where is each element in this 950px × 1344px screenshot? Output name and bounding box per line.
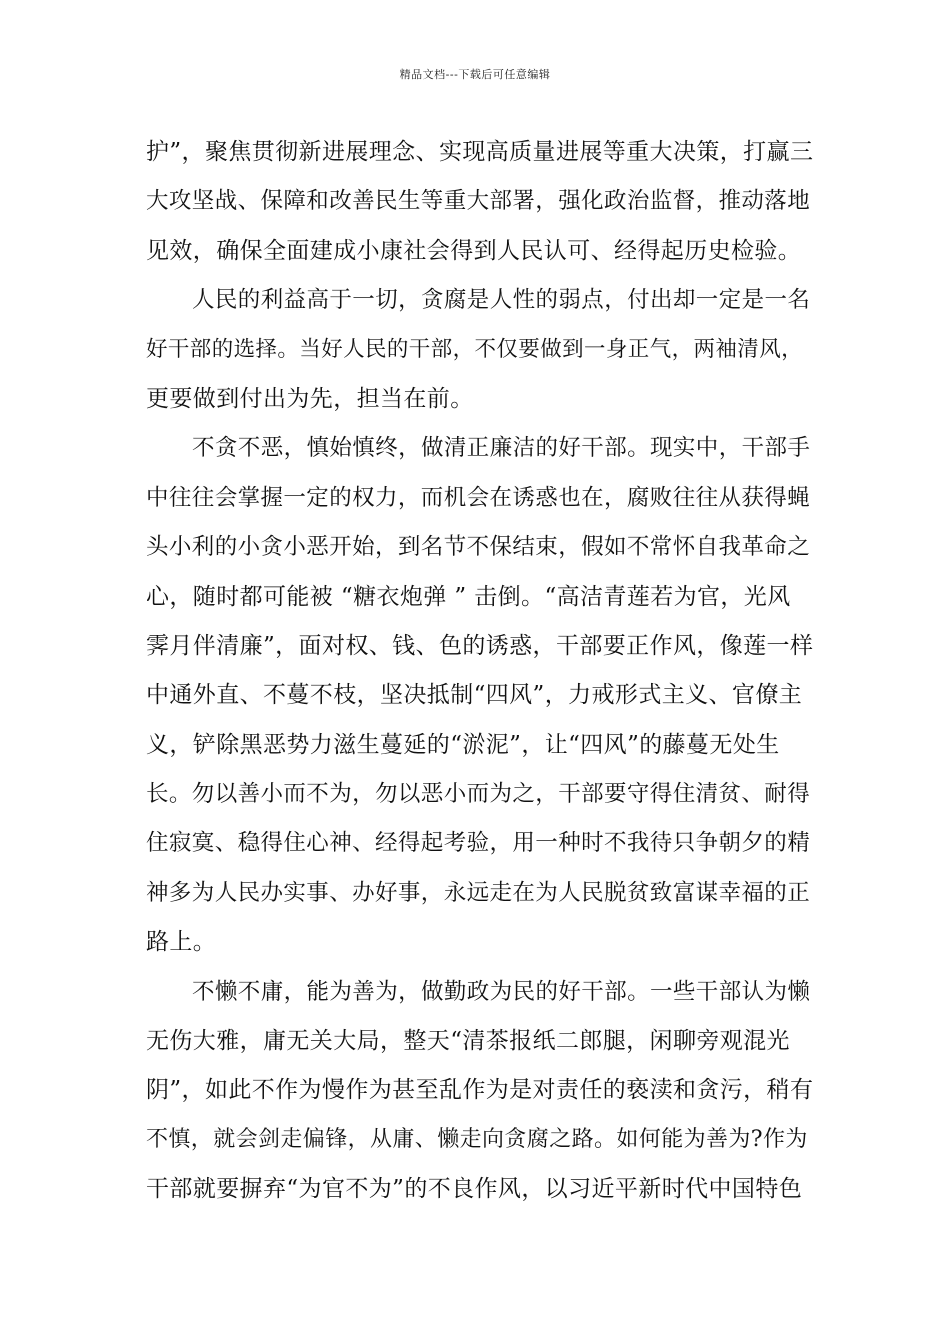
text-line: 不贪不恶，慎始慎终，做清正廉洁的好干部。现实中，干部手 (192, 435, 811, 462)
text-line: 不慎，就会剑走偏锋，从庸、懒走向贪腐之路。如何能为善为?作为 (146, 1126, 808, 1152)
body-text (146, 132, 816, 1219)
page-header: 精品文档---下载后可任意编辑 (399, 68, 551, 81)
text-line: 头小利的小贪小恶开始，到名节不保结束，假如不常怀自我革命之 (146, 534, 811, 561)
text-line: 义，铲除黑恶势力滋生蔓延的“淤泥”，让“四风”的藤蔓无处生 (146, 731, 780, 758)
text-line: 不懒不庸，能为善为，做勤政为民的好干部。一些干部认为懒 (192, 978, 811, 1005)
text-line: 护”，聚焦贯彻新进展理念、实现高质量进展等重大决策，打赢三 (146, 139, 814, 165)
text-line: 阴”，如此不作为慢作为甚至乱作为是对责任的亵渎和贪污，稍有 (146, 1077, 814, 1104)
text-line: 大攻坚战、保障和改善民生等重大部署，强化政治监督，推动落地 (146, 188, 811, 215)
text-line: 中通外直、不蔓不枝，坚决抵制“四风”，力戒形式主义、官僚主 (146, 682, 803, 709)
text-line: 长。勿以善小而不为，勿以恶小而为之，干部要守得住清贫、耐得 (146, 781, 811, 808)
text-line: 更要做到付出为先，担当在前。 (146, 385, 474, 412)
text-line: 无伤大雅，庸无关大局，整天“清茶报纸二郎腿，闲聊旁观混光 (146, 1028, 790, 1055)
text-line: 中往往会掌握一定的权力，而机会在诱惑也在，腐败往往从获得蝇 (146, 484, 811, 511)
text-line: 人民的利益高于一切，贪腐是人性的弱点，付出却一定是一名 (192, 287, 811, 314)
text-line: 见效，确保全面建成小康社会得到人民认可、经得起历史检验。 (146, 237, 802, 264)
text-line: 神多为人民办实事、办好事，永远走在为人民脱贫致富谋幸福的正 (146, 879, 811, 906)
text-line: 住寂寞、稳得住心神、经得起考验，用一种时不我待只争朝夕的精 (146, 830, 811, 857)
text-line: 心，随时都可能被 “糖衣炮弹 ” 击倒。“高洁青莲若为官，光风 (146, 583, 791, 610)
text-line: 好干部的选择。当好人民的干部，不仅要做到一身正气，两袖清风， (146, 336, 804, 362)
text-line: 路上。 (146, 929, 217, 956)
text-line: 干部就要摒弃“为官不为”的不良作风，以习近平新时代中国特色 (146, 1176, 803, 1203)
text-line: 霁月伴清廉”，面对权、钱、色的诱惑，干部要正作风，像莲一样 (146, 632, 814, 659)
